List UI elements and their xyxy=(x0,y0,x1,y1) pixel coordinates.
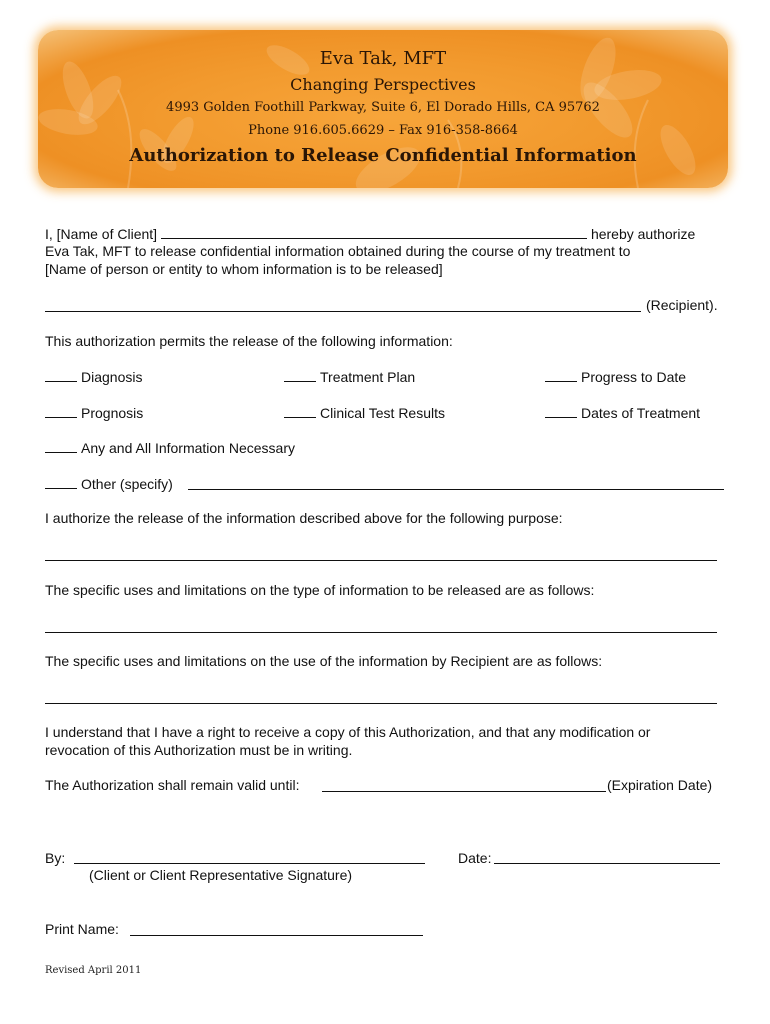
purpose-text: I authorize the release of the information described above for the following purpose: xyxy=(45,510,563,526)
print-name-label: Print Name: xyxy=(45,921,119,937)
option-clinical-tests xyxy=(284,404,445,422)
client-name-field[interactable] xyxy=(161,225,587,239)
recipient-label: (Recipient). xyxy=(646,297,718,313)
practitioner-name: Eva Tak, MFT xyxy=(319,48,447,69)
authorize-text: hereby authorize xyxy=(590,226,696,242)
practice-phone-fax: Phone 916.605.6629 – Fax 916-358-8664 xyxy=(248,123,518,138)
signature-caption: (Client or Client Representative Signature) xyxy=(89,867,353,883)
intro-line-2: Eva Tak, MFT to release confidential information obtained during the course of my treatment to xyxy=(45,243,631,259)
date-field[interactable] xyxy=(494,863,720,864)
progress-label: Progress to Date xyxy=(581,369,687,385)
revision-footer: Revised April 2011 xyxy=(45,965,142,976)
other-label: Other (specify) xyxy=(81,476,173,492)
print-name-field[interactable] xyxy=(130,935,423,936)
prognosis-label: Prognosis xyxy=(81,405,144,421)
date-label: Date: xyxy=(458,850,492,866)
form-title: Authorization to Release Confidential Information xyxy=(129,145,637,166)
signature-field[interactable] xyxy=(74,863,425,864)
option-other xyxy=(45,475,173,493)
any-all-label: Any and All Information Necessary xyxy=(81,440,295,456)
diagnosis-label: Diagnosis xyxy=(81,369,143,385)
client-name-line xyxy=(45,225,695,243)
clinical-tests-checkbox-blank[interactable] xyxy=(284,404,316,418)
uses-recipient-text: The specific uses and limitations on the use of the information by Recipient are as follows: xyxy=(45,653,603,669)
intro-line-3: [Name of person or entity to whom information is to be released] xyxy=(45,261,443,277)
option-treatment-plan xyxy=(284,368,415,386)
any-all-checkbox-blank[interactable] xyxy=(45,439,77,453)
other-specify-field[interactable] xyxy=(188,489,724,490)
rights-line-2: revocation of this Authorization must be in writing. xyxy=(45,742,353,758)
client-name-label: I, [Name of Client] xyxy=(45,226,158,242)
expiration-date-field[interactable] xyxy=(322,791,606,792)
rights-line-1: I understand that I have a right to receive a copy of this Authorization, and that any modification or xyxy=(45,724,651,740)
uses-recipient-field[interactable] xyxy=(45,703,717,704)
option-dates xyxy=(545,404,700,422)
prognosis-checkbox-blank[interactable] xyxy=(45,404,77,418)
clinical-tests-label: Clinical Test Results xyxy=(320,405,446,421)
dates-checkbox-blank[interactable] xyxy=(545,404,577,418)
purpose-field[interactable] xyxy=(45,560,717,561)
valid-until-label: The Authorization shall remain valid until: xyxy=(45,777,300,793)
expiration-date-label: (Expiration Date) xyxy=(607,777,713,793)
treatment-plan-label: Treatment Plan xyxy=(320,369,416,385)
by-label: By: xyxy=(45,850,66,866)
option-any-all xyxy=(45,439,295,457)
option-progress xyxy=(545,368,686,386)
permits-text: This authorization permits the release of the following information: xyxy=(45,333,453,349)
dates-label: Dates of Treatment xyxy=(581,405,701,421)
diagnosis-checkbox-blank[interactable] xyxy=(45,368,77,382)
other-checkbox-blank[interactable] xyxy=(45,475,77,489)
practice-tagline: Changing Perspectives xyxy=(290,75,476,94)
option-diagnosis xyxy=(45,368,142,386)
practice-address: 4993 Golden Foothill Parkway, Suite 6, El Dorado Hills, CA 95762 xyxy=(166,100,600,115)
recipient-field[interactable] xyxy=(45,311,641,312)
uses-type-text: The specific uses and limitations on the type of information to be released are as follows: xyxy=(45,582,595,598)
letterhead-banner xyxy=(38,30,728,188)
option-prognosis xyxy=(45,404,143,422)
uses-type-field[interactable] xyxy=(45,632,717,633)
treatment-plan-checkbox-blank[interactable] xyxy=(284,368,316,382)
progress-checkbox-blank[interactable] xyxy=(545,368,577,382)
